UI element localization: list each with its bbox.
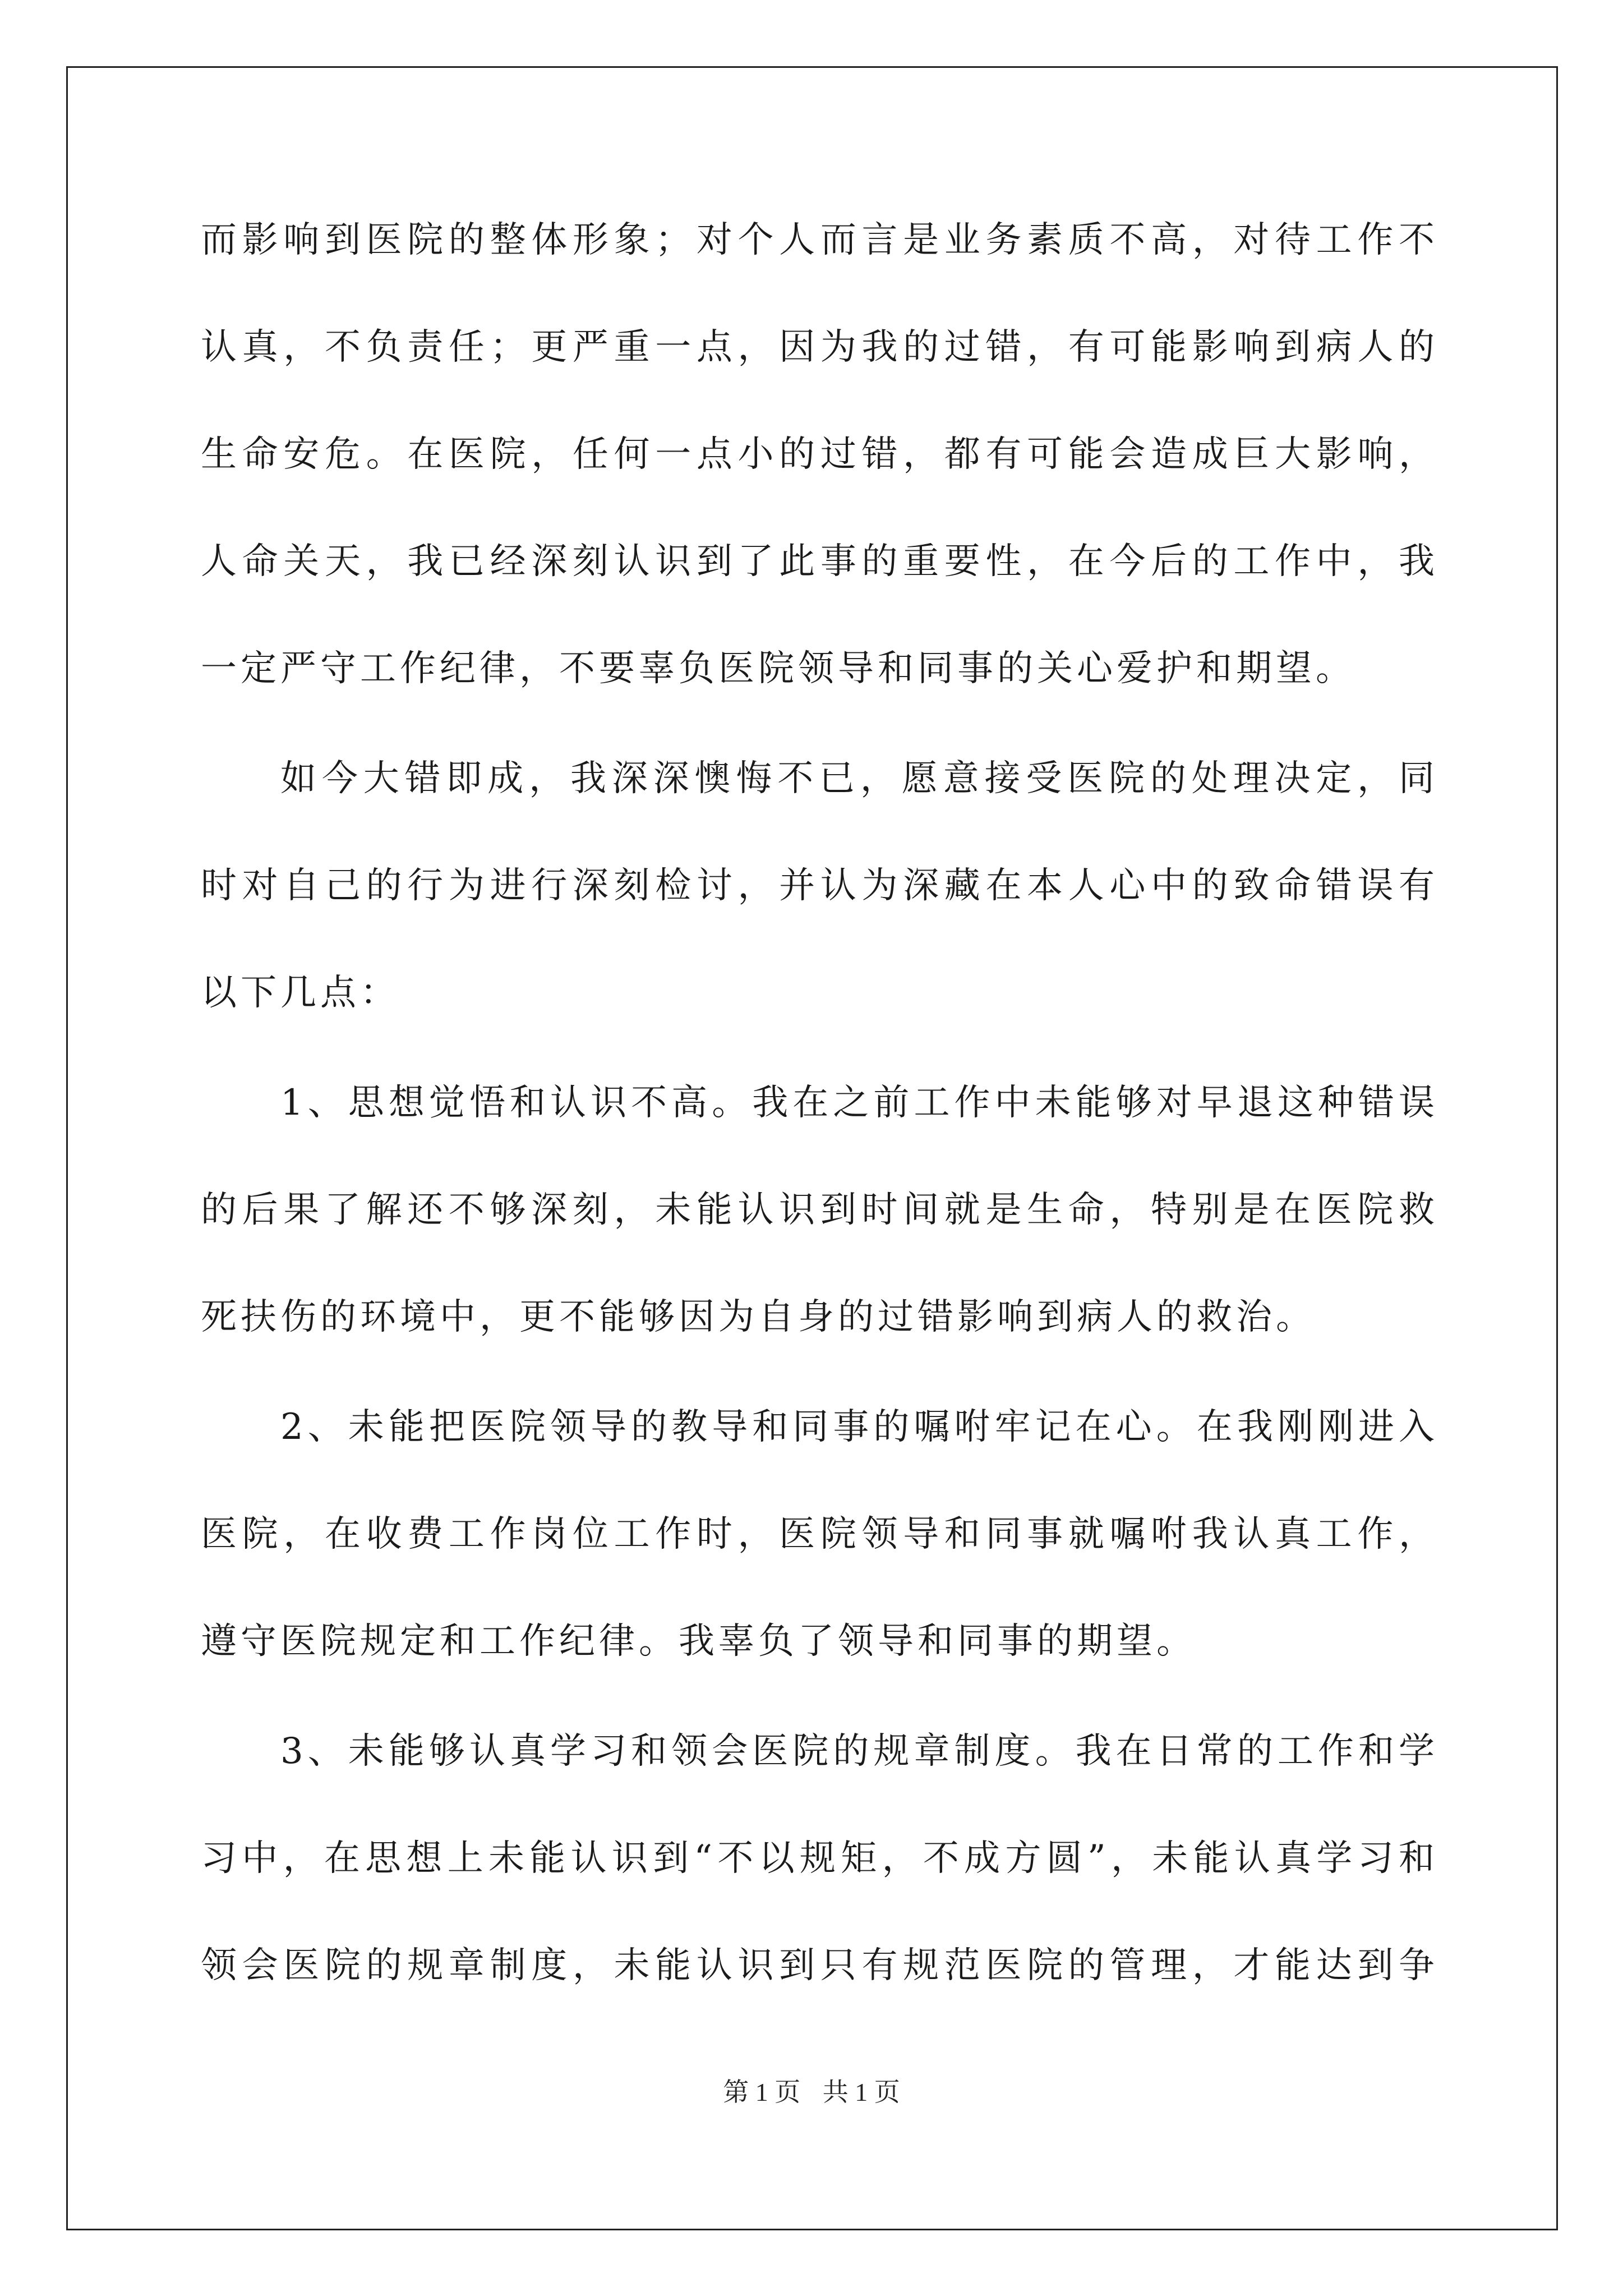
text-line: 习中，在思想上未能认识到“不以规矩，不成方圆”，未能认真学习和 bbox=[201, 1838, 1435, 1879]
text-line: 的后果了解还不够深刻，未能认识到时间就是生命，特别是在医院救 bbox=[201, 1189, 1435, 1231]
text-line: 生命安危。在医院，任何一点小的过错，都有可能会造成巨大影响， bbox=[201, 434, 1435, 475]
list-item-2-first-line: 2、未能把医院领导的教导和同事的嘱咐牢记在心。在我刚刚进入 bbox=[280, 1406, 1435, 1448]
page-number: 第 1 页 bbox=[723, 2078, 801, 2106]
text-line: 一定严守工作纪律，不要辜负医院领导和同事的关心爱护和期望。 bbox=[201, 648, 1355, 689]
text-line: 而影响到医院的整体形象；对个人而言是业务素质不高，对待工作不 bbox=[201, 219, 1435, 261]
text-line: 认真，不负责任；更严重一点，因为我的过错，有可能影响到病人的 bbox=[201, 326, 1435, 368]
text-line: 死扶伤的环境中，更不能够因为自身的过错影响到病人的救治。 bbox=[201, 1296, 1316, 1338]
text-line: 领会医院的规章制度，未能认识到只有规范医院的管理，才能达到争 bbox=[201, 1945, 1435, 1986]
text-line: 人命关天，我已经深刻认识到了此事的重要性，在今后的工作中，我 bbox=[201, 541, 1435, 582]
text-line: 医院，在收费工作岗位工作时，医院领导和同事就嘱咐我认真工作， bbox=[201, 1513, 1435, 1555]
text-line: 以下几点： bbox=[201, 972, 400, 1014]
text-line: 遵守医院规定和工作纪律。我辜负了领导和同事的期望。 bbox=[201, 1621, 1196, 1662]
list-item-1-first-line: 1、思想觉悟和认识不高。我在之前工作中未能够对早退这种错误 bbox=[280, 1082, 1435, 1124]
page-border bbox=[66, 66, 1558, 2230]
paragraph-first-line: 如今大错即成，我深深懊悔不已，愿意接受医院的处理决定，同 bbox=[280, 758, 1435, 799]
text-line: 时对自己的行为进行深刻检讨，并认为深藏在本人心中的致命错误有 bbox=[201, 865, 1435, 907]
list-item-3-first-line: 3、未能够认真学习和领会医院的规章制度。我在日常的工作和学 bbox=[280, 1731, 1435, 1772]
page-total: 共 1 页 bbox=[822, 2078, 900, 2106]
page-footer bbox=[0, 2076, 1623, 2109]
